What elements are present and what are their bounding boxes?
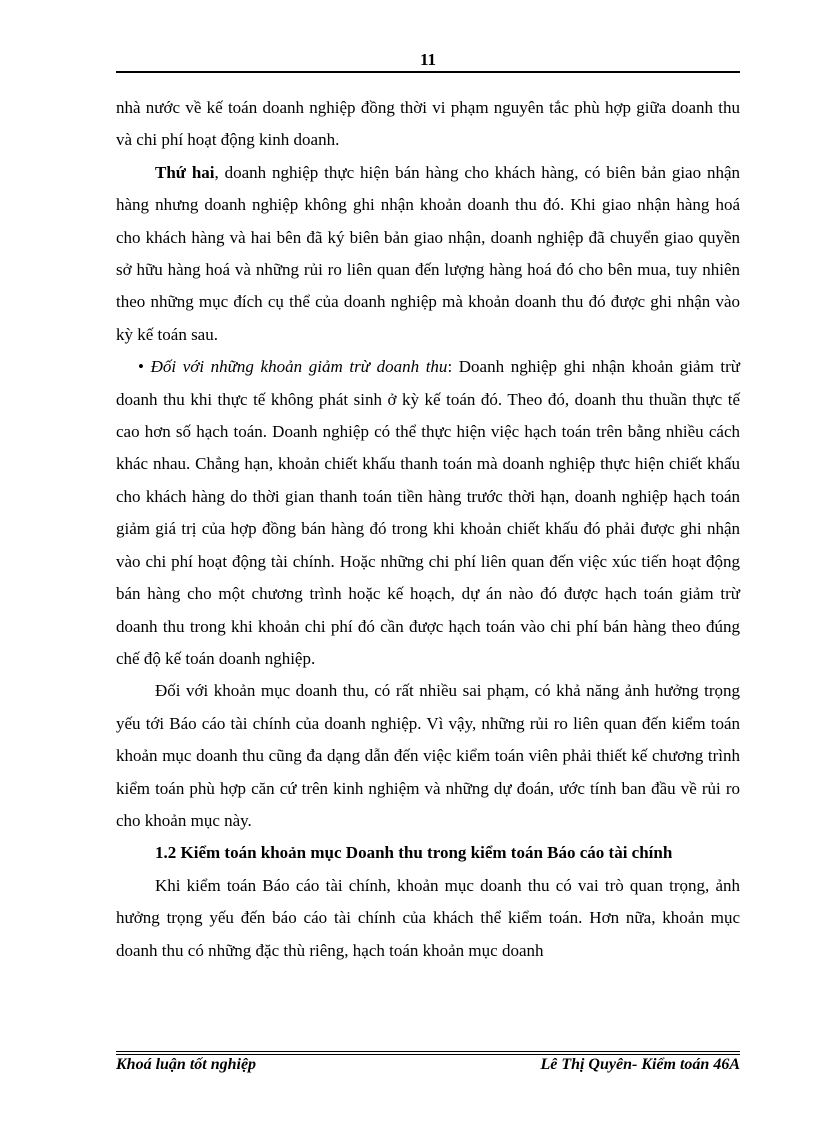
- document-body: [116, 92, 740, 967]
- paragraph-2-text: , doanh nghiệp thực hiện bán hàng cho khách hàng, có biên bản giao nhận hàng nhưng doanh nghiệp không ghi nhận khoản doanh thu đó. Khi giao nhận hàng hoá cho khách hàng và hai bên đã ký biên bản giao nhận, doanh nghiệp đã chuyển giao quyền sở hữu hàng hoá và những rủi ro liên quan đến lượng hàng hoá đó cho bên mua, tuy nhiên theo những mục đích cụ thể của doanh nghiệp mà khoản doanh thu đó được ghi nhận vào kỳ kế toán sau.: [116, 162, 740, 344]
- page-number: 11: [419, 50, 437, 69]
- paragraph-3-lead: Đối với những khoản giảm trừ doanh thu: [150, 357, 448, 377]
- bullet-icon: •: [138, 357, 144, 377]
- footer: [116, 1056, 740, 1074]
- paragraph-4: Đối với khoản mục doanh thu, có rất nhiều sai phạm, có khả năng ảnh hưởng trọng yếu tới Báo cáo tài chính của doanh nghiệp. Vì vậy, những rủi ro liên quan đến kiểm toán khoản mục doanh thu cũng đa dạng dẫn đến việc kiểm toán viên phải thiết kế chương trình kiểm toán phù hợp căn cứ trên kinh nghiệm và những dự đoán, ước tính ban đầu về rủi ro cho khoản mục này.: [116, 681, 740, 830]
- header-rule: [116, 71, 740, 73]
- section-heading: 1.2 Kiểm toán khoản mục Doanh thu trong kiểm toán Báo cáo tài chính: [155, 843, 673, 863]
- footer-right: Lê Thị Quyên- Kiểm toán 46A: [540, 1056, 740, 1073]
- paragraph-2: [116, 157, 740, 351]
- paragraph-2-lead: Thứ hai: [155, 162, 215, 182]
- paragraph-3-text: : Doanh nghiệp ghi nhận khoản giảm trừ doanh thu khi thực tế không phát sinh ở kỳ kế toán đó. Theo đó, doanh thu thuần thực tế cao hơn số hạch toán. Doanh nghiệp có thể thực hiện việc hạch toán trên bằng nhiều cách khác nhau. Chẳng hạn, khoản chiết khấu thanh toán mà doanh nghiệp thực hiện chiết khấu cho khách hàng do thời gian thanh toán tiền hàng trước thời hạn, doanh nghiệp hạch toán giảm giá trị của hợp đồng bán hàng đó trong khi khoản chiết khấu đó phải được ghi nhận vào chi phí hoạt động tài chính. Hoặc những chi phí liên quan đến việc xúc tiến hoạt động bán hàng cho một chương trình hoặc kế hoạch, dự án nào đó được hạch toán giảm trừ doanh thu trong khi khoản chi phí đó cần được hạch toán vào chi phí bán hàng theo đúng chế độ kế toán doanh nghiệp.: [116, 357, 741, 668]
- paragraph-1: nhà nước về kế toán doanh nghiệp đồng thời vi phạm nguyên tắc phù hợp giữa doanh thu và chi phí hoạt động kinh doanh.: [116, 98, 740, 150]
- footer-rule: [116, 1051, 740, 1055]
- paragraph-5: Khi kiểm toán Báo cáo tài chính, khoản mục doanh thu có vai trò quan trọng, ảnh hưởng trọng yếu đến báo cáo tài chính của khách thể kiểm toán. Hơn nữa, khoản mục doanh thu có những đặc thù riêng, hạch toán khoản mục doanh: [116, 875, 740, 960]
- paragraph-3: [116, 351, 740, 675]
- footer-left: Khoá luận tốt nghiệp: [116, 1056, 257, 1073]
